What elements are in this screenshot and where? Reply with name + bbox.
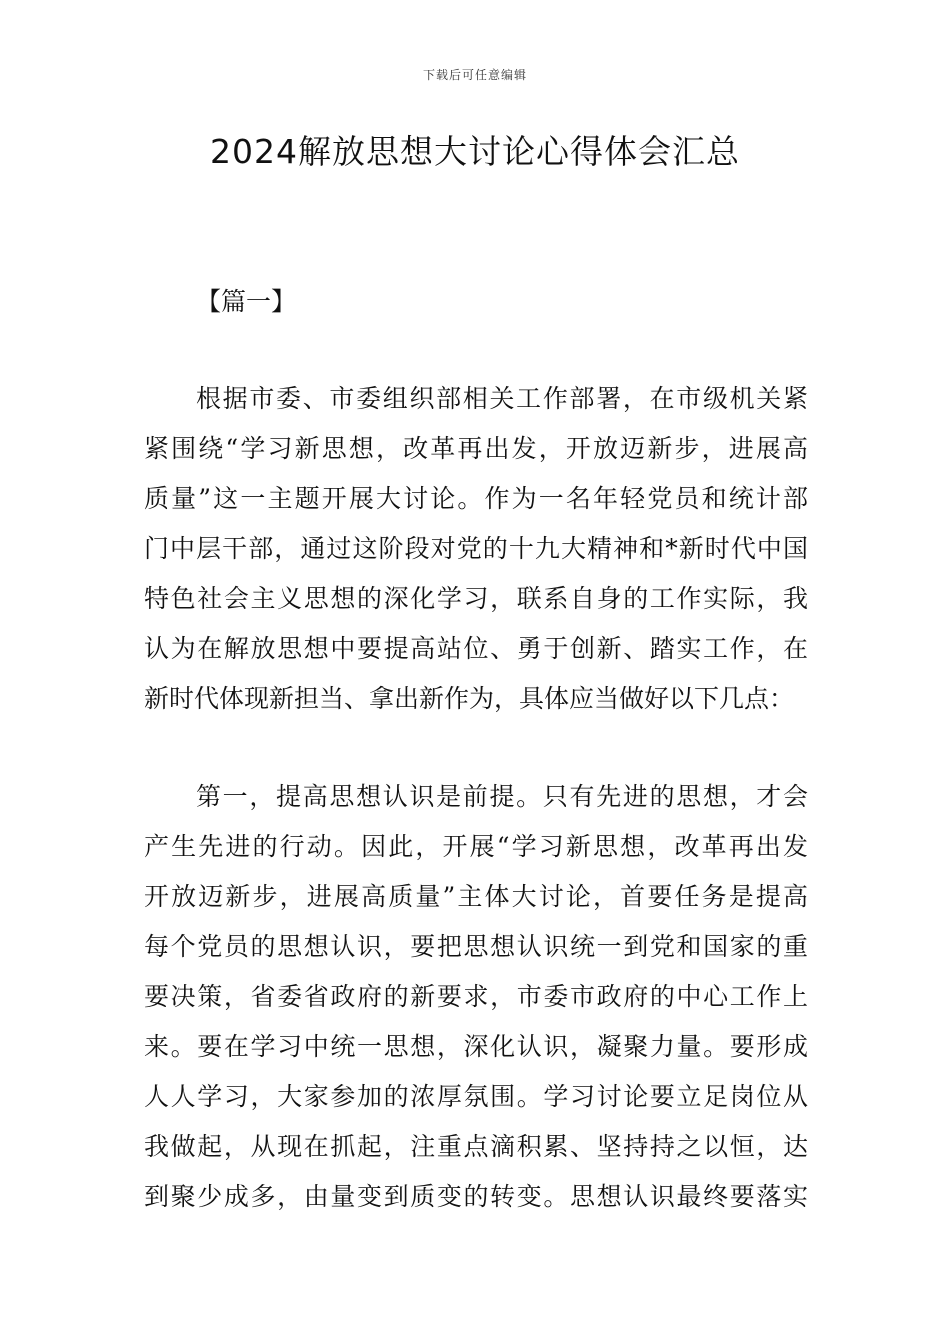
paragraph-line: 我做起，从现在抓起，注重点滴积累、坚持持之以恒，达 <box>144 1132 808 1161</box>
paragraph-line: 人人学习，大家参加的浓厚氛围。学习讨论要立足岗位从 <box>144 1082 808 1111</box>
paragraph-line: 门中层干部，通过这阶段对党的十九大精神和*新时代中国 <box>144 534 808 563</box>
paragraph-2 <box>144 772 808 1222</box>
paragraph-line: 来。要在学习中统一思想，深化认识，凝聚力量。要形成 <box>144 1032 808 1061</box>
paragraph-line: 特色社会主义思想的深化学习，联系自身的工作实际，我 <box>144 584 808 613</box>
document-title: 2024解放思想大讨论心得体会汇总 <box>210 132 740 171</box>
paragraph-line: 质量”这一主题开展大讨论。作为一名年轻党员和统计部 <box>144 484 808 513</box>
paragraph-line: 到聚少成多，由量变到质变的转变。思想认识最终要落实 <box>144 1182 808 1211</box>
paragraph-line: 新时代体现新担当、拿出新作为，具体应当做好以下几点： <box>144 684 795 713</box>
paragraph-line: 开放迈新步，进展高质量”主体大讨论，首要任务是提高 <box>144 882 808 911</box>
paragraph-line: 每个党员的思想认识，要把思想认识统一到党和国家的重 <box>144 932 808 961</box>
section-label: 【篇一】 <box>196 287 297 316</box>
paragraph-line: 产生先进的行动。因此，开展“学习新思想，改革再出发 <box>144 832 808 861</box>
paragraph-line: 要决策，省委省政府的新要求，市委市政府的中心工作上 <box>144 982 808 1011</box>
paragraph-line: 认为在解放思想中要提高站位、勇于创新、踏实工作，在 <box>144 634 808 663</box>
paragraph-line: 根据市委、市委组织部相关工作部署，在市级机关紧 <box>196 384 808 413</box>
paragraph-1 <box>144 374 808 724</box>
paragraph-line: 第一，提高思想认识是前提。只有先进的思想，才会 <box>196 782 808 811</box>
header-note: 下载后可任意编辑 <box>422 68 527 82</box>
paragraph-line: 紧围绕“学习新思想，改革再出发，开放迈新步，进展高 <box>144 434 808 463</box>
